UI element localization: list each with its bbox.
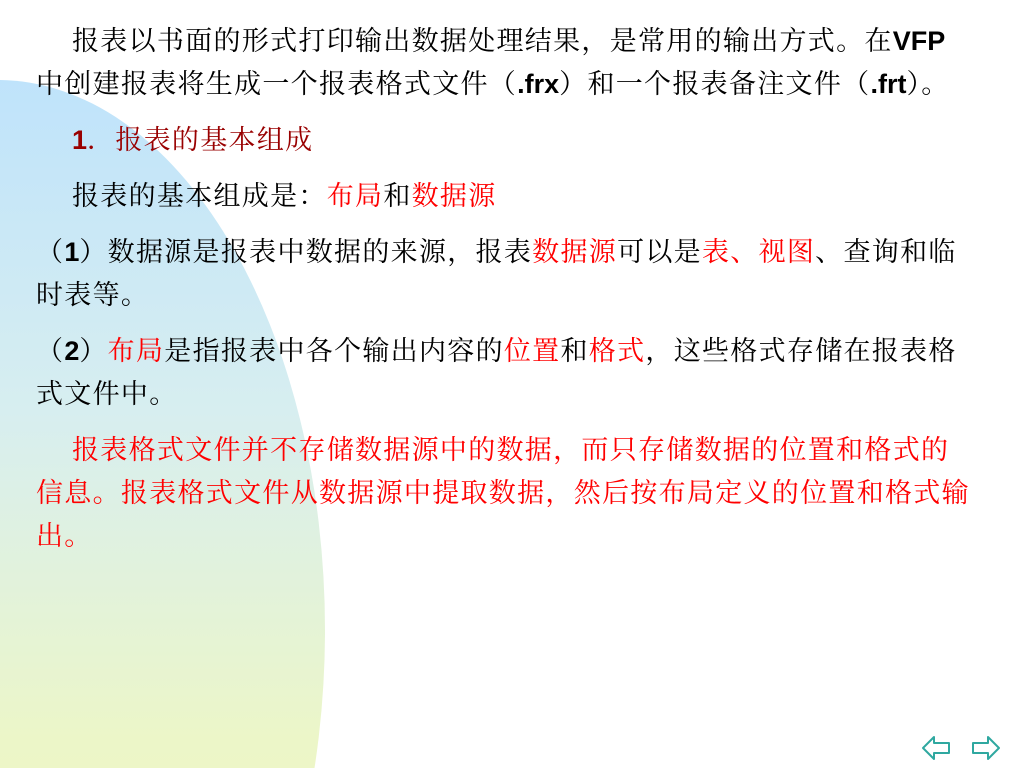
point2-open-paren: （ bbox=[36, 336, 65, 367]
slide-navigation bbox=[920, 734, 1002, 762]
intro-text-1: 报表以书面的形式打印输出数据处理结果，是常用的输出方式。在 bbox=[72, 26, 893, 57]
point1-number: 1 bbox=[64, 237, 80, 267]
section-heading bbox=[36, 119, 971, 162]
point1-text-3: 、查询和临时表等。 bbox=[36, 237, 957, 311]
basic-datasource-term: 数据源 bbox=[411, 181, 497, 212]
heading-text: ．报表的基本组成 bbox=[87, 125, 314, 156]
prev-arrow-icon[interactable] bbox=[920, 734, 952, 762]
heading-number: 1 bbox=[72, 125, 88, 155]
slide-content bbox=[36, 20, 971, 571]
point1-close-paren: ） bbox=[79, 237, 108, 268]
intro-text-2: 中创建报表将生成一个报表格式文件（ bbox=[36, 69, 518, 100]
point1-open-paren: （ bbox=[36, 237, 65, 268]
intro-frx: .frx bbox=[517, 69, 560, 99]
basic-components bbox=[36, 175, 971, 218]
point-1 bbox=[36, 231, 971, 317]
intro-paragraph bbox=[36, 20, 971, 106]
point-2 bbox=[36, 330, 971, 416]
intro-vfp: VFP bbox=[892, 26, 946, 56]
next-arrow-icon[interactable] bbox=[970, 734, 1002, 762]
intro-frt: .frt bbox=[870, 69, 907, 99]
point2-position-term: 位置 bbox=[503, 336, 561, 367]
point2-close-paren: ） bbox=[79, 336, 108, 367]
point1-text-2: 可以是 bbox=[617, 237, 702, 268]
basic-prefix: 报表的基本组成是： bbox=[72, 181, 327, 212]
point2-and: 和 bbox=[560, 336, 589, 367]
point1-datasource-term: 数据源 bbox=[532, 237, 618, 268]
point2-format-term: 格式 bbox=[588, 336, 646, 367]
basic-and: 和 bbox=[383, 181, 412, 212]
basic-layout-term: 布局 bbox=[326, 181, 384, 212]
point1-text-1: 数据源是报表中数据的来源，报表 bbox=[107, 237, 533, 268]
point2-text-1: 是指报表中各个输出内容的 bbox=[164, 336, 504, 367]
point2-layout-term: 布局 bbox=[107, 336, 165, 367]
point1-sources-term: 表、视图 bbox=[701, 237, 816, 268]
note-paragraph: 报表格式文件并不存储数据源中的数据，而只存储数据的位置和格式的信息。报表格式文件从数据源中提取数据，然后按布局定义的位置和格式输出。 bbox=[36, 435, 970, 552]
point2-text-2: ，这些格式存储在报表格式文件中。 bbox=[36, 336, 957, 410]
intro-text-4: ）。 bbox=[906, 69, 950, 100]
intro-text-3: ）和一个报表备注文件（ bbox=[559, 69, 871, 100]
point2-number: 2 bbox=[64, 336, 80, 366]
